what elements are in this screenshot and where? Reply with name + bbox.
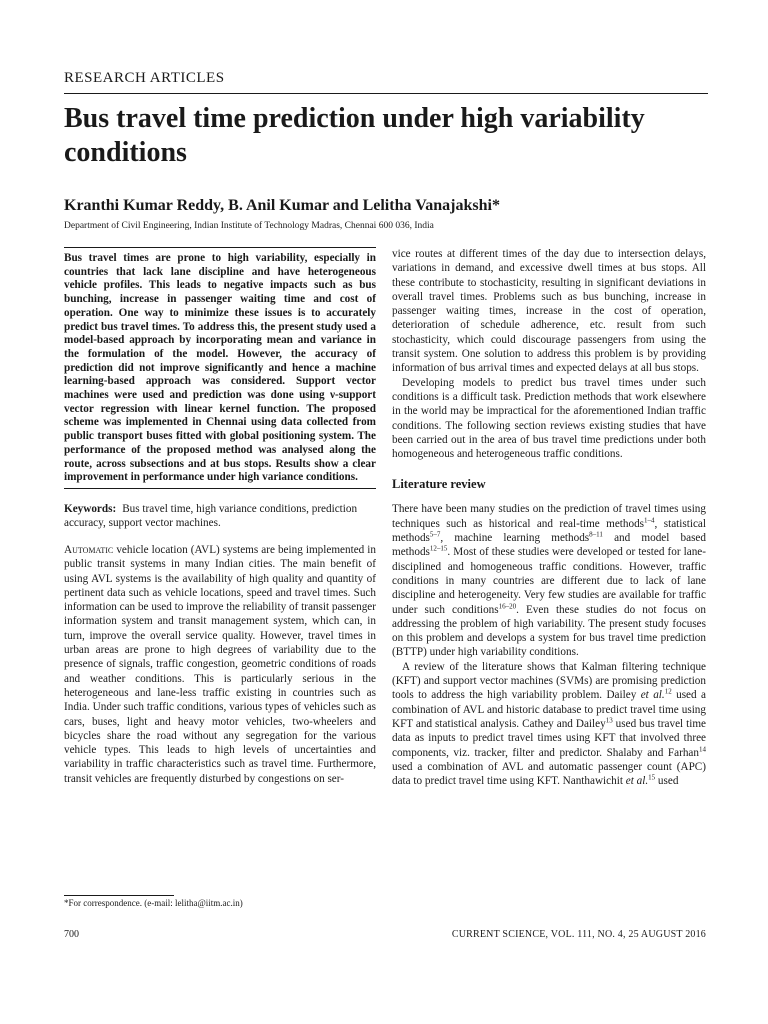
et-al: et al. [625, 775, 649, 788]
paragraph-developing-models: Developing models to predict bus travel times under such conditions is a difficult task. Prediction methods that work elsewhere in the world may be impractical for the aforementioned Indian traffic conditions. The following section reviews existing studies that have been carried out in the area of bus travel time predictions under both homogeneous and heterogeneous traffic conditions. [392, 376, 706, 461]
lit2-text-c: used bus travel time data as inputs to predict travel times using KFT that involved three components, viz. tracker, filter and predictor. Shalaby and Farhan [392, 717, 707, 759]
introduction-paragraph [64, 543, 376, 786]
author-affiliation: Department of Civil Engineering, Indian Institute of Technology Madras, Chennai 600 036, India [64, 221, 434, 231]
section-divider [64, 93, 708, 94]
lit1-text-e: . Most of these studies were developed or tested for lane-disciplined and homogeneous traffic conditions. However, traffic conditions in many countries are different due to lack of lane discipline and heterogeneity. Very few studies are available for traffic under such conditions [392, 546, 706, 616]
abstract: Bus travel times are prone to high variability, especially in countries that lack lane discipline and have heterogeneous vehicle profiles. This leads to negative impacts such as bus bunching, increase in passenger waiting time and cost of operation. One way to minimize these issues is to accurately predict bus travel times. To address this, the present study used a model-based approach by incorporating mean and variance in the formulation of the model. However, the accuracy of prediction did not improve significantly and hence a machine learning-based approach was considered. Support vector machines were used and prediction was done using ν-support vector regression with linear kernel function. The proposed scheme was implemented in Chennai using data collected from public transport buses fitted with global positioning system. The performance of the proposed method was analysed along the route, across subsections and at bus stops. Results show a clear improvement in performance under high variance conditions. [64, 247, 376, 489]
journal-citation: CURRENT SCIENCE, VOL. 111, NO. 4, 25 AUGUST 2016 [451, 929, 706, 940]
literature-paragraph-1 [392, 502, 706, 659]
citation-ref: 14 [699, 744, 706, 753]
intro-text: vehicle location (AVL) systems are being implemented in public transit systems in many Indian cities. The main benefit of using AVL systems is the availability of high quality and quantity of pertinent data such as vehicle locations, speed and travel times. Such information can be used to improve the reliability of transit passenger information system and transit management system, which can, in turn, improve the overall service quality. However, travel times in urban areas are prone to high degrees of variability due to the presence of signals, traffic congestion, geometric conditions of roads and weather conditions. This is particularly serious in the heterogeneous and lane-less traffic existing in countries such as India. Under such traffic conditions, various types of vehicles such as cars, buses, light and heavy motor vehicles, two-wheelers and bicycles share the road without any segregation for the various vehicle types. This leads to high levels of uncertainties and variability in traffic characteristics such as travel time. Furthermore, transit vehicles are frequently disturbed by congestions on ser- [64, 543, 377, 785]
keywords [64, 502, 376, 530]
intro-first-word: Automatic [64, 543, 114, 556]
correspondence-footnote: *For correspondence. (e-mail: lelitha@iitm.ac.in) [64, 898, 243, 908]
paragraph-continuation: vice routes at different times of the day due to intersection delays, variations in demand, and excessive dwell times at bus stops. All these contribute to stochasticity, resulting in significant deviations in overall travel times. Problems such as bus bunching, increase in passenger waiting times, increase in the cost of operation, deterioration of schedule adherence, etc. result from such stochasticity, which could discourage passengers from using the transit system. One solution to address this problem is by providing information of bus arrival times and expected delays at all bus stops. [392, 248, 706, 375]
lit1-text-a: There have been many studies on the prediction of travel times using techniques such as historical and real-time methods [392, 503, 706, 530]
citation-ref: 1–4 [644, 516, 655, 525]
et-al: et al. [640, 689, 665, 702]
citation-ref: 5–7 [429, 530, 441, 539]
page-number: 700 [64, 929, 79, 940]
lit2-text-d: used a combination of AVL and automatic passenger count (APC) data to predict travel time using KFT. Nanthawichit [392, 760, 706, 788]
right-column [392, 247, 706, 788]
lit1-text-c: , machine learning methods [440, 532, 590, 545]
citation-ref: 15 [648, 773, 656, 782]
lit1-text-d: and model based methods [392, 532, 706, 559]
citation-ref: 12–15 [429, 544, 448, 553]
lit2-text-e: used [655, 775, 679, 788]
left-column [64, 247, 376, 786]
lit1-text-f: . Even these studies do not focus on addressing the problem of high variability. The present study focuses on this problem and develops a system for bus travel time prediction (BTTP) under high variability conditions. [392, 603, 706, 659]
lit2-text-b: used a combination of AVL and historic database to predict travel time using KFT and statistical analysis. Cathey and Dailey [392, 689, 706, 730]
article-authors: Kranthi Kumar Reddy, B. Anil Kumar and Lelitha Vanajakshi* [64, 197, 500, 214]
footnote-divider [64, 895, 174, 896]
literature-paragraph-2 [392, 660, 706, 789]
lit1-text-b: , statistical methods [392, 517, 706, 545]
section-label: RESEARCH ARTICLES [64, 70, 225, 86]
lit2-text-a: A review of the literature shows that Kalman filtering technique (KFT) and support vector machines (SVMs) are promising prediction tools to address the high variability problem. Dailey [392, 660, 706, 702]
literature-review-heading: Literature review [392, 477, 486, 492]
keywords-label: Keywords: [64, 502, 117, 515]
keywords-text: Bus travel time, high variance conditions, prediction accuracy, support vector machines. [64, 502, 358, 529]
citation-ref: 16–20 [498, 601, 517, 610]
citation-ref: 12 [664, 687, 672, 696]
citation-ref: 13 [605, 716, 613, 725]
article-title: Bus travel time prediction under high variability conditions [64, 103, 645, 168]
citation-ref: 8–11 [589, 530, 603, 539]
